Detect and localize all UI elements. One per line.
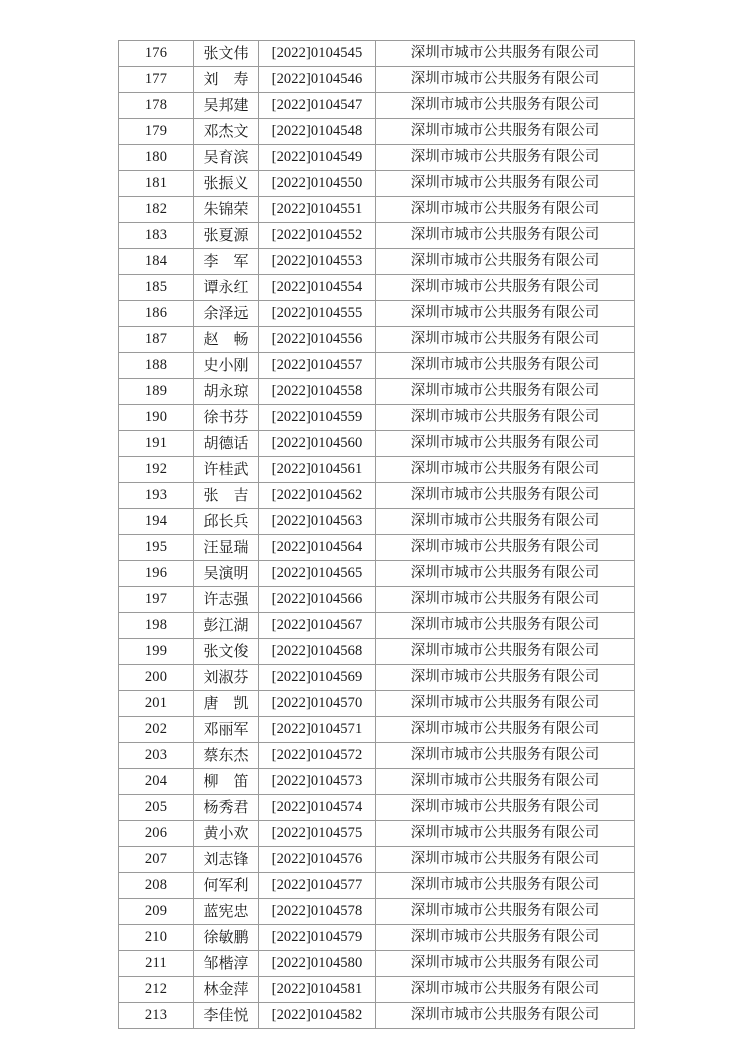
person-name-text: 林金萍 xyxy=(203,979,249,998)
table-row xyxy=(119,301,635,327)
cell-serial-number: 210 xyxy=(119,925,194,951)
cell-person-name xyxy=(194,795,259,821)
cell-person-name xyxy=(194,977,259,1003)
cell-serial-number: 205 xyxy=(119,795,194,821)
cell-serial-number: 202 xyxy=(119,717,194,743)
cell-person-name xyxy=(194,301,259,327)
table-row xyxy=(119,327,635,353)
cell-organization-name: 深圳市城市公共服务有限公司 xyxy=(376,223,635,249)
table-row xyxy=(119,899,635,925)
cell-person-name xyxy=(194,197,259,223)
roster-table-container xyxy=(118,40,634,1029)
table-row xyxy=(119,639,635,665)
cell-organization-name: 深圳市城市公共服务有限公司 xyxy=(376,93,635,119)
cell-person-name xyxy=(194,93,259,119)
cell-serial-number: 193 xyxy=(119,483,194,509)
table-row xyxy=(119,821,635,847)
cell-organization-name: 深圳市城市公共服务有限公司 xyxy=(376,301,635,327)
person-name-text: 张振义 xyxy=(203,173,249,192)
person-name-text: 张 吉 xyxy=(203,485,249,504)
person-name-text: 何军利 xyxy=(203,875,249,894)
person-name-text: 胡永琼 xyxy=(203,381,249,400)
person-name-text: 张夏源 xyxy=(203,225,249,244)
table-row xyxy=(119,93,635,119)
cell-person-name xyxy=(194,67,259,93)
table-row xyxy=(119,587,635,613)
cell-organization-name: 深圳市城市公共服务有限公司 xyxy=(376,691,635,717)
cell-certificate-number: [2022]0104560 xyxy=(259,431,376,457)
person-name-text: 余泽远 xyxy=(203,303,249,322)
cell-organization-name: 深圳市城市公共服务有限公司 xyxy=(376,821,635,847)
cell-person-name xyxy=(194,275,259,301)
cell-person-name xyxy=(194,613,259,639)
cell-certificate-number: [2022]0104561 xyxy=(259,457,376,483)
table-row xyxy=(119,847,635,873)
person-name-text: 刘 寿 xyxy=(203,69,249,88)
table-row xyxy=(119,561,635,587)
cell-serial-number: 207 xyxy=(119,847,194,873)
person-name-text: 谭永红 xyxy=(203,277,249,296)
table-row xyxy=(119,249,635,275)
cell-person-name xyxy=(194,1003,259,1029)
cell-organization-name: 深圳市城市公共服务有限公司 xyxy=(376,665,635,691)
cell-serial-number: 187 xyxy=(119,327,194,353)
cell-organization-name: 深圳市城市公共服务有限公司 xyxy=(376,1003,635,1029)
cell-certificate-number: [2022]0104576 xyxy=(259,847,376,873)
table-row xyxy=(119,223,635,249)
cell-serial-number: 181 xyxy=(119,171,194,197)
cell-person-name xyxy=(194,717,259,743)
cell-person-name xyxy=(194,665,259,691)
cell-serial-number: 177 xyxy=(119,67,194,93)
table-row xyxy=(119,925,635,951)
cell-organization-name: 深圳市城市公共服务有限公司 xyxy=(376,717,635,743)
cell-organization-name: 深圳市城市公共服务有限公司 xyxy=(376,41,635,67)
cell-certificate-number: [2022]0104566 xyxy=(259,587,376,613)
table-row xyxy=(119,171,635,197)
cell-person-name xyxy=(194,249,259,275)
cell-person-name xyxy=(194,405,259,431)
person-name-text: 胡德话 xyxy=(203,433,249,452)
cell-certificate-number: [2022]0104565 xyxy=(259,561,376,587)
cell-serial-number: 198 xyxy=(119,613,194,639)
person-name-text: 吴演明 xyxy=(203,563,249,582)
person-name-text: 彭江湖 xyxy=(203,615,249,634)
person-name-text: 李佳悦 xyxy=(203,1005,249,1024)
cell-certificate-number: [2022]0104568 xyxy=(259,639,376,665)
person-name-text: 许桂武 xyxy=(203,459,249,478)
cell-certificate-number: [2022]0104569 xyxy=(259,665,376,691)
table-row xyxy=(119,483,635,509)
table-row xyxy=(119,613,635,639)
cell-serial-number: 212 xyxy=(119,977,194,1003)
person-name-text: 杨秀君 xyxy=(203,797,249,816)
cell-organization-name: 深圳市城市公共服务有限公司 xyxy=(376,483,635,509)
person-name-text: 刘淑芬 xyxy=(203,667,249,686)
cell-organization-name: 深圳市城市公共服务有限公司 xyxy=(376,509,635,535)
table-row xyxy=(119,1003,635,1029)
cell-certificate-number: [2022]0104573 xyxy=(259,769,376,795)
person-name-text: 刘志锋 xyxy=(203,849,249,868)
cell-serial-number: 209 xyxy=(119,899,194,925)
person-name-text: 邱长兵 xyxy=(203,511,249,530)
cell-certificate-number: [2022]0104567 xyxy=(259,613,376,639)
cell-person-name xyxy=(194,821,259,847)
table-row xyxy=(119,743,635,769)
cell-certificate-number: [2022]0104579 xyxy=(259,925,376,951)
person-name-text: 李 军 xyxy=(203,251,249,270)
cell-certificate-number: [2022]0104564 xyxy=(259,535,376,561)
table-row xyxy=(119,405,635,431)
cell-organization-name: 深圳市城市公共服务有限公司 xyxy=(376,587,635,613)
cell-certificate-number: [2022]0104551 xyxy=(259,197,376,223)
cell-organization-name: 深圳市城市公共服务有限公司 xyxy=(376,379,635,405)
cell-person-name xyxy=(194,691,259,717)
person-name-text: 唐 凯 xyxy=(203,693,249,712)
cell-serial-number: 190 xyxy=(119,405,194,431)
cell-person-name xyxy=(194,327,259,353)
cell-certificate-number: [2022]0104559 xyxy=(259,405,376,431)
cell-serial-number: 203 xyxy=(119,743,194,769)
cell-serial-number: 185 xyxy=(119,275,194,301)
cell-certificate-number: [2022]0104548 xyxy=(259,119,376,145)
cell-serial-number: 199 xyxy=(119,639,194,665)
table-row xyxy=(119,951,635,977)
cell-serial-number: 195 xyxy=(119,535,194,561)
cell-person-name xyxy=(194,873,259,899)
cell-certificate-number: [2022]0104578 xyxy=(259,899,376,925)
cell-person-name xyxy=(194,353,259,379)
cell-organization-name: 深圳市城市公共服务有限公司 xyxy=(376,249,635,275)
cell-certificate-number: [2022]0104570 xyxy=(259,691,376,717)
cell-organization-name: 深圳市城市公共服务有限公司 xyxy=(376,431,635,457)
cell-person-name xyxy=(194,483,259,509)
cell-person-name xyxy=(194,925,259,951)
cell-serial-number: 182 xyxy=(119,197,194,223)
table-row xyxy=(119,665,635,691)
table-row xyxy=(119,691,635,717)
person-name-text: 吴邦建 xyxy=(203,95,249,114)
cell-certificate-number: [2022]0104549 xyxy=(259,145,376,171)
cell-organization-name: 深圳市城市公共服务有限公司 xyxy=(376,795,635,821)
cell-serial-number: 178 xyxy=(119,93,194,119)
roster-table xyxy=(118,40,635,1029)
cell-serial-number: 196 xyxy=(119,561,194,587)
cell-serial-number: 192 xyxy=(119,457,194,483)
cell-serial-number: 200 xyxy=(119,665,194,691)
person-name-text: 邹楷淳 xyxy=(203,953,249,972)
cell-person-name xyxy=(194,223,259,249)
table-row xyxy=(119,457,635,483)
cell-person-name xyxy=(194,899,259,925)
cell-organization-name: 深圳市城市公共服务有限公司 xyxy=(376,275,635,301)
table-row xyxy=(119,535,635,561)
cell-serial-number: 211 xyxy=(119,951,194,977)
person-name-text: 黄小欢 xyxy=(203,823,249,842)
cell-organization-name: 深圳市城市公共服务有限公司 xyxy=(376,561,635,587)
cell-person-name xyxy=(194,743,259,769)
person-name-text: 张文伟 xyxy=(203,43,249,62)
cell-certificate-number: [2022]0104577 xyxy=(259,873,376,899)
cell-person-name xyxy=(194,639,259,665)
cell-serial-number: 197 xyxy=(119,587,194,613)
cell-organization-name: 深圳市城市公共服务有限公司 xyxy=(376,977,635,1003)
cell-organization-name: 深圳市城市公共服务有限公司 xyxy=(376,145,635,171)
cell-certificate-number: [2022]0104575 xyxy=(259,821,376,847)
person-name-text: 徐书芬 xyxy=(203,407,249,426)
person-name-text: 赵 畅 xyxy=(203,329,249,348)
cell-person-name xyxy=(194,145,259,171)
cell-serial-number: 180 xyxy=(119,145,194,171)
cell-certificate-number: [2022]0104552 xyxy=(259,223,376,249)
table-row xyxy=(119,197,635,223)
cell-organization-name: 深圳市城市公共服务有限公司 xyxy=(376,873,635,899)
roster-table-body xyxy=(119,41,635,1029)
cell-certificate-number: [2022]0104563 xyxy=(259,509,376,535)
cell-organization-name: 深圳市城市公共服务有限公司 xyxy=(376,769,635,795)
cell-person-name xyxy=(194,769,259,795)
person-name-text: 朱锦荣 xyxy=(203,199,249,218)
cell-organization-name: 深圳市城市公共服务有限公司 xyxy=(376,353,635,379)
cell-certificate-number: [2022]0104571 xyxy=(259,717,376,743)
cell-certificate-number: [2022]0104558 xyxy=(259,379,376,405)
cell-organization-name: 深圳市城市公共服务有限公司 xyxy=(376,405,635,431)
person-name-text: 许志强 xyxy=(203,589,249,608)
table-row xyxy=(119,353,635,379)
table-row xyxy=(119,67,635,93)
cell-person-name xyxy=(194,535,259,561)
cell-serial-number: 184 xyxy=(119,249,194,275)
cell-certificate-number: [2022]0104572 xyxy=(259,743,376,769)
cell-serial-number: 213 xyxy=(119,1003,194,1029)
cell-person-name xyxy=(194,431,259,457)
cell-serial-number: 189 xyxy=(119,379,194,405)
cell-certificate-number: [2022]0104545 xyxy=(259,41,376,67)
table-row xyxy=(119,431,635,457)
cell-organization-name: 深圳市城市公共服务有限公司 xyxy=(376,197,635,223)
cell-serial-number: 188 xyxy=(119,353,194,379)
cell-serial-number: 204 xyxy=(119,769,194,795)
cell-certificate-number: [2022]0104574 xyxy=(259,795,376,821)
cell-person-name xyxy=(194,587,259,613)
table-row xyxy=(119,977,635,1003)
cell-certificate-number: [2022]0104550 xyxy=(259,171,376,197)
table-row xyxy=(119,873,635,899)
cell-organization-name: 深圳市城市公共服务有限公司 xyxy=(376,847,635,873)
cell-organization-name: 深圳市城市公共服务有限公司 xyxy=(376,743,635,769)
cell-person-name xyxy=(194,457,259,483)
cell-person-name xyxy=(194,119,259,145)
person-name-text: 徐敏鹏 xyxy=(203,927,249,946)
cell-certificate-number: [2022]0104547 xyxy=(259,93,376,119)
cell-certificate-number: [2022]0104556 xyxy=(259,327,376,353)
cell-person-name xyxy=(194,951,259,977)
cell-serial-number: 208 xyxy=(119,873,194,899)
cell-certificate-number: [2022]0104554 xyxy=(259,275,376,301)
cell-person-name xyxy=(194,509,259,535)
cell-person-name xyxy=(194,561,259,587)
person-name-text: 吴育滨 xyxy=(203,147,249,166)
person-name-text: 邓杰文 xyxy=(203,121,249,140)
cell-organization-name: 深圳市城市公共服务有限公司 xyxy=(376,951,635,977)
cell-certificate-number: [2022]0104555 xyxy=(259,301,376,327)
person-name-text: 蔡东杰 xyxy=(203,745,249,764)
cell-certificate-number: [2022]0104581 xyxy=(259,977,376,1003)
table-row xyxy=(119,769,635,795)
cell-serial-number: 206 xyxy=(119,821,194,847)
cell-serial-number: 191 xyxy=(119,431,194,457)
cell-serial-number: 179 xyxy=(119,119,194,145)
cell-organization-name: 深圳市城市公共服务有限公司 xyxy=(376,899,635,925)
person-name-text: 邓丽军 xyxy=(203,719,249,738)
cell-certificate-number: [2022]0104580 xyxy=(259,951,376,977)
table-row xyxy=(119,717,635,743)
cell-serial-number: 183 xyxy=(119,223,194,249)
cell-person-name xyxy=(194,171,259,197)
cell-certificate-number: [2022]0104562 xyxy=(259,483,376,509)
cell-organization-name: 深圳市城市公共服务有限公司 xyxy=(376,925,635,951)
table-row xyxy=(119,145,635,171)
cell-organization-name: 深圳市城市公共服务有限公司 xyxy=(376,67,635,93)
table-row xyxy=(119,275,635,301)
cell-organization-name: 深圳市城市公共服务有限公司 xyxy=(376,613,635,639)
cell-organization-name: 深圳市城市公共服务有限公司 xyxy=(376,457,635,483)
person-name-text: 汪显瑞 xyxy=(203,537,249,556)
cell-certificate-number: [2022]0104546 xyxy=(259,67,376,93)
table-row xyxy=(119,119,635,145)
cell-organization-name: 深圳市城市公共服务有限公司 xyxy=(376,327,635,353)
cell-certificate-number: [2022]0104553 xyxy=(259,249,376,275)
cell-person-name xyxy=(194,847,259,873)
person-name-text: 柳 笛 xyxy=(203,771,249,790)
table-row xyxy=(119,41,635,67)
cell-serial-number: 186 xyxy=(119,301,194,327)
cell-serial-number: 201 xyxy=(119,691,194,717)
cell-organization-name: 深圳市城市公共服务有限公司 xyxy=(376,119,635,145)
table-row xyxy=(119,795,635,821)
cell-organization-name: 深圳市城市公共服务有限公司 xyxy=(376,535,635,561)
person-name-text: 蓝宪忠 xyxy=(203,901,249,920)
table-row xyxy=(119,509,635,535)
cell-certificate-number: [2022]0104582 xyxy=(259,1003,376,1029)
cell-serial-number: 194 xyxy=(119,509,194,535)
cell-serial-number: 176 xyxy=(119,41,194,67)
cell-organization-name: 深圳市城市公共服务有限公司 xyxy=(376,171,635,197)
cell-person-name xyxy=(194,379,259,405)
cell-certificate-number: [2022]0104557 xyxy=(259,353,376,379)
table-row xyxy=(119,379,635,405)
cell-person-name xyxy=(194,41,259,67)
cell-organization-name: 深圳市城市公共服务有限公司 xyxy=(376,639,635,665)
person-name-text: 张文俊 xyxy=(203,641,249,660)
person-name-text: 史小刚 xyxy=(203,355,249,374)
